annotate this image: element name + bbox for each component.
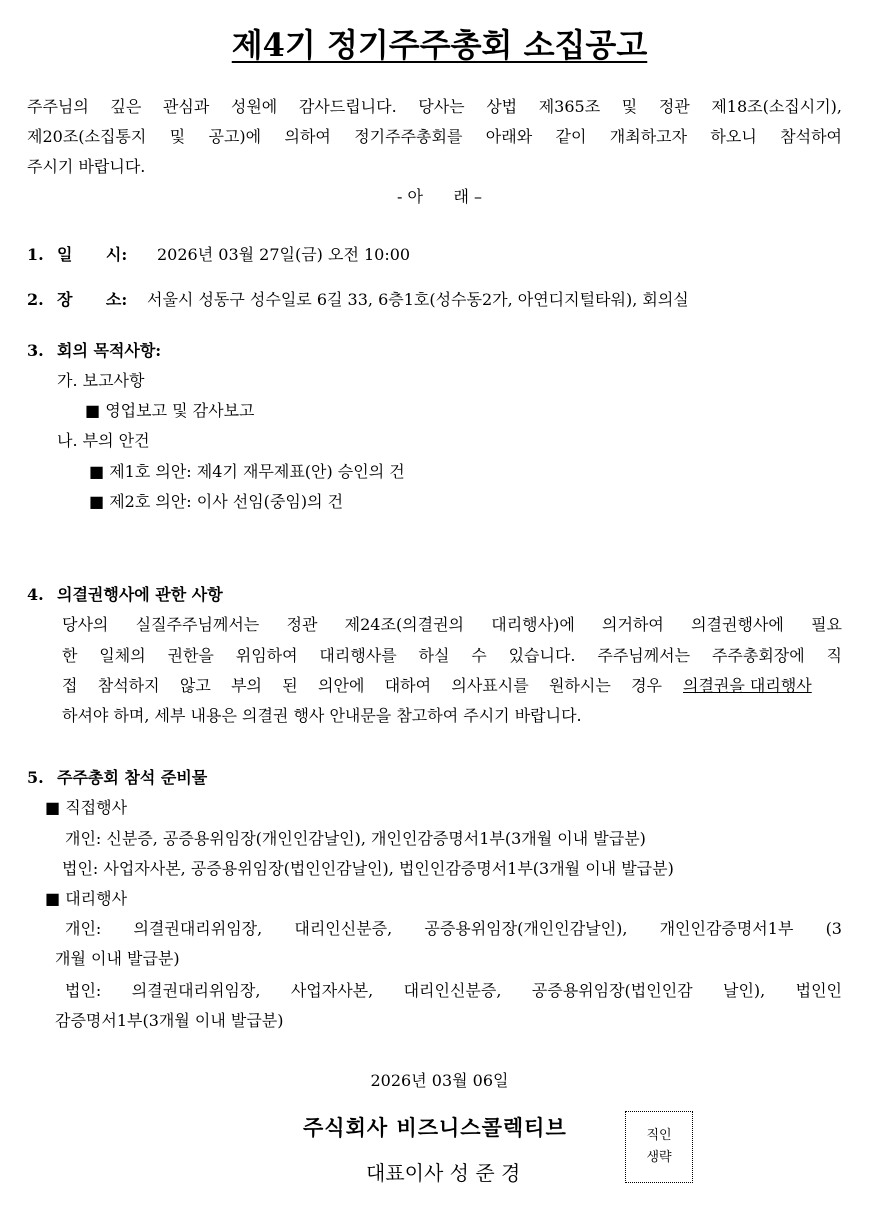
proxy-underlined: 의결권을 대리행사 <box>683 676 812 695</box>
notice-date: 2026년 03월 06일 <box>370 1071 509 1090</box>
prep-item: 개인: 의결권대리위임장, 대리인신분증, 공증용위임장(개인인감날인), 개인인감증명서1부 (3 <box>65 919 842 938</box>
seal-text: 직인 <box>646 1128 672 1143</box>
ceo-name: 대표이사 성 준 경 <box>366 1161 521 1185</box>
agenda-item: ■ 제1호 의안: 제4기 재무제표(안) 승인의 건 <box>89 462 405 481</box>
agenda-item: ■ 제2호 의안: 이사 선임(중임)의 건 <box>89 492 344 511</box>
meeting-location: 서울시 성동구 성수일로 6길 33, 6층1호(성수동2가, 아연디지털타워), 회의실 <box>147 290 689 309</box>
meeting-datetime: 2026년 03월 27일(금) 오전 10:00 <box>157 245 411 264</box>
title-text: 제4기 정기주주총회 소집공고 <box>231 26 648 64</box>
prep-item: 감증명서1부(3개월 이내 발급분) <box>55 1011 284 1030</box>
section-num: 2. <box>27 290 44 309</box>
section-num: 5. <box>27 768 44 787</box>
prep-item: 개인: 신분증, 공증용위임장(개인인감날인), 개인인감증명서1부(3개월 이내 발급분) <box>65 829 646 848</box>
section-label: 장 소: <box>57 290 128 309</box>
prep-item: 법인: 의결권대리위임장, 사업자사본, 대리인신분증, 공증용위임장(법인인감 날인), 법인인 <box>65 981 842 1000</box>
prep-item: 개월 이내 발급분) <box>55 949 180 968</box>
section-label: 의결권행사에 관한 사항 <box>57 585 223 604</box>
company-name: 주식회사 비즈니스콜렉티브 <box>303 1116 567 1140</box>
intro-line: 주시기 바랍니다. <box>27 157 146 176</box>
section-label: 주주총회 참석 준비물 <box>57 768 208 787</box>
section-num: 4. <box>27 585 44 604</box>
proxy-heading: ■ 대리행사 <box>45 889 128 908</box>
seal-text: 생략 <box>646 1150 672 1165</box>
proxy-line: 당사의 실질주주님께서는 정관 제24조(의결권의 대리행사)에 의거하여 의결권행사에 필요 <box>62 615 842 634</box>
section-label: 회의 목적사항: <box>57 341 162 360</box>
proxy-line: 하셔야 하며, 세부 내용은 의결권 행사 안내문을 참고하여 주시기 바랍니다. <box>62 706 582 725</box>
section-num: 3. <box>27 341 44 360</box>
direct-heading: ■ 직접행사 <box>45 798 128 817</box>
agenda-report: 가. 보고사항 <box>57 371 145 390</box>
intro-line: 주주님의 깊은 관심과 성원에 감사드립니다. 당사는 상법 제365조 및 정관 제18조(소집시기), <box>27 97 842 116</box>
intro-line: 제20조(소집통지 및 공고)에 의하여 정기주주총회를 아래와 같이 개최하고자 하오니 참석하여 <box>27 127 842 146</box>
arae-heading: - 아 래 – <box>396 187 482 206</box>
proxy-line: 접 참석하지 않고 부의 된 의안에 대하여 의사표시를 원하시는 경우 <box>62 676 662 695</box>
agenda-item: ■ 영업보고 및 감사보고 <box>85 401 255 420</box>
seal-box <box>625 1111 693 1183</box>
section-num: 1. <box>27 245 44 264</box>
page-title <box>0 20 879 66</box>
section-label: 일 시: <box>57 245 128 264</box>
prep-item: 법인: 사업자사본, 공증용위임장(법인인감날인), 법인인감증명서1부(3개월 이내 발급분) <box>62 859 674 878</box>
agenda-resolution: 나. 부의 안건 <box>57 431 150 450</box>
proxy-line: 한 일체의 권한을 위임하여 대리행사를 하실 수 있습니다. 주주님께서는 주주총회장에 직 <box>62 646 842 665</box>
